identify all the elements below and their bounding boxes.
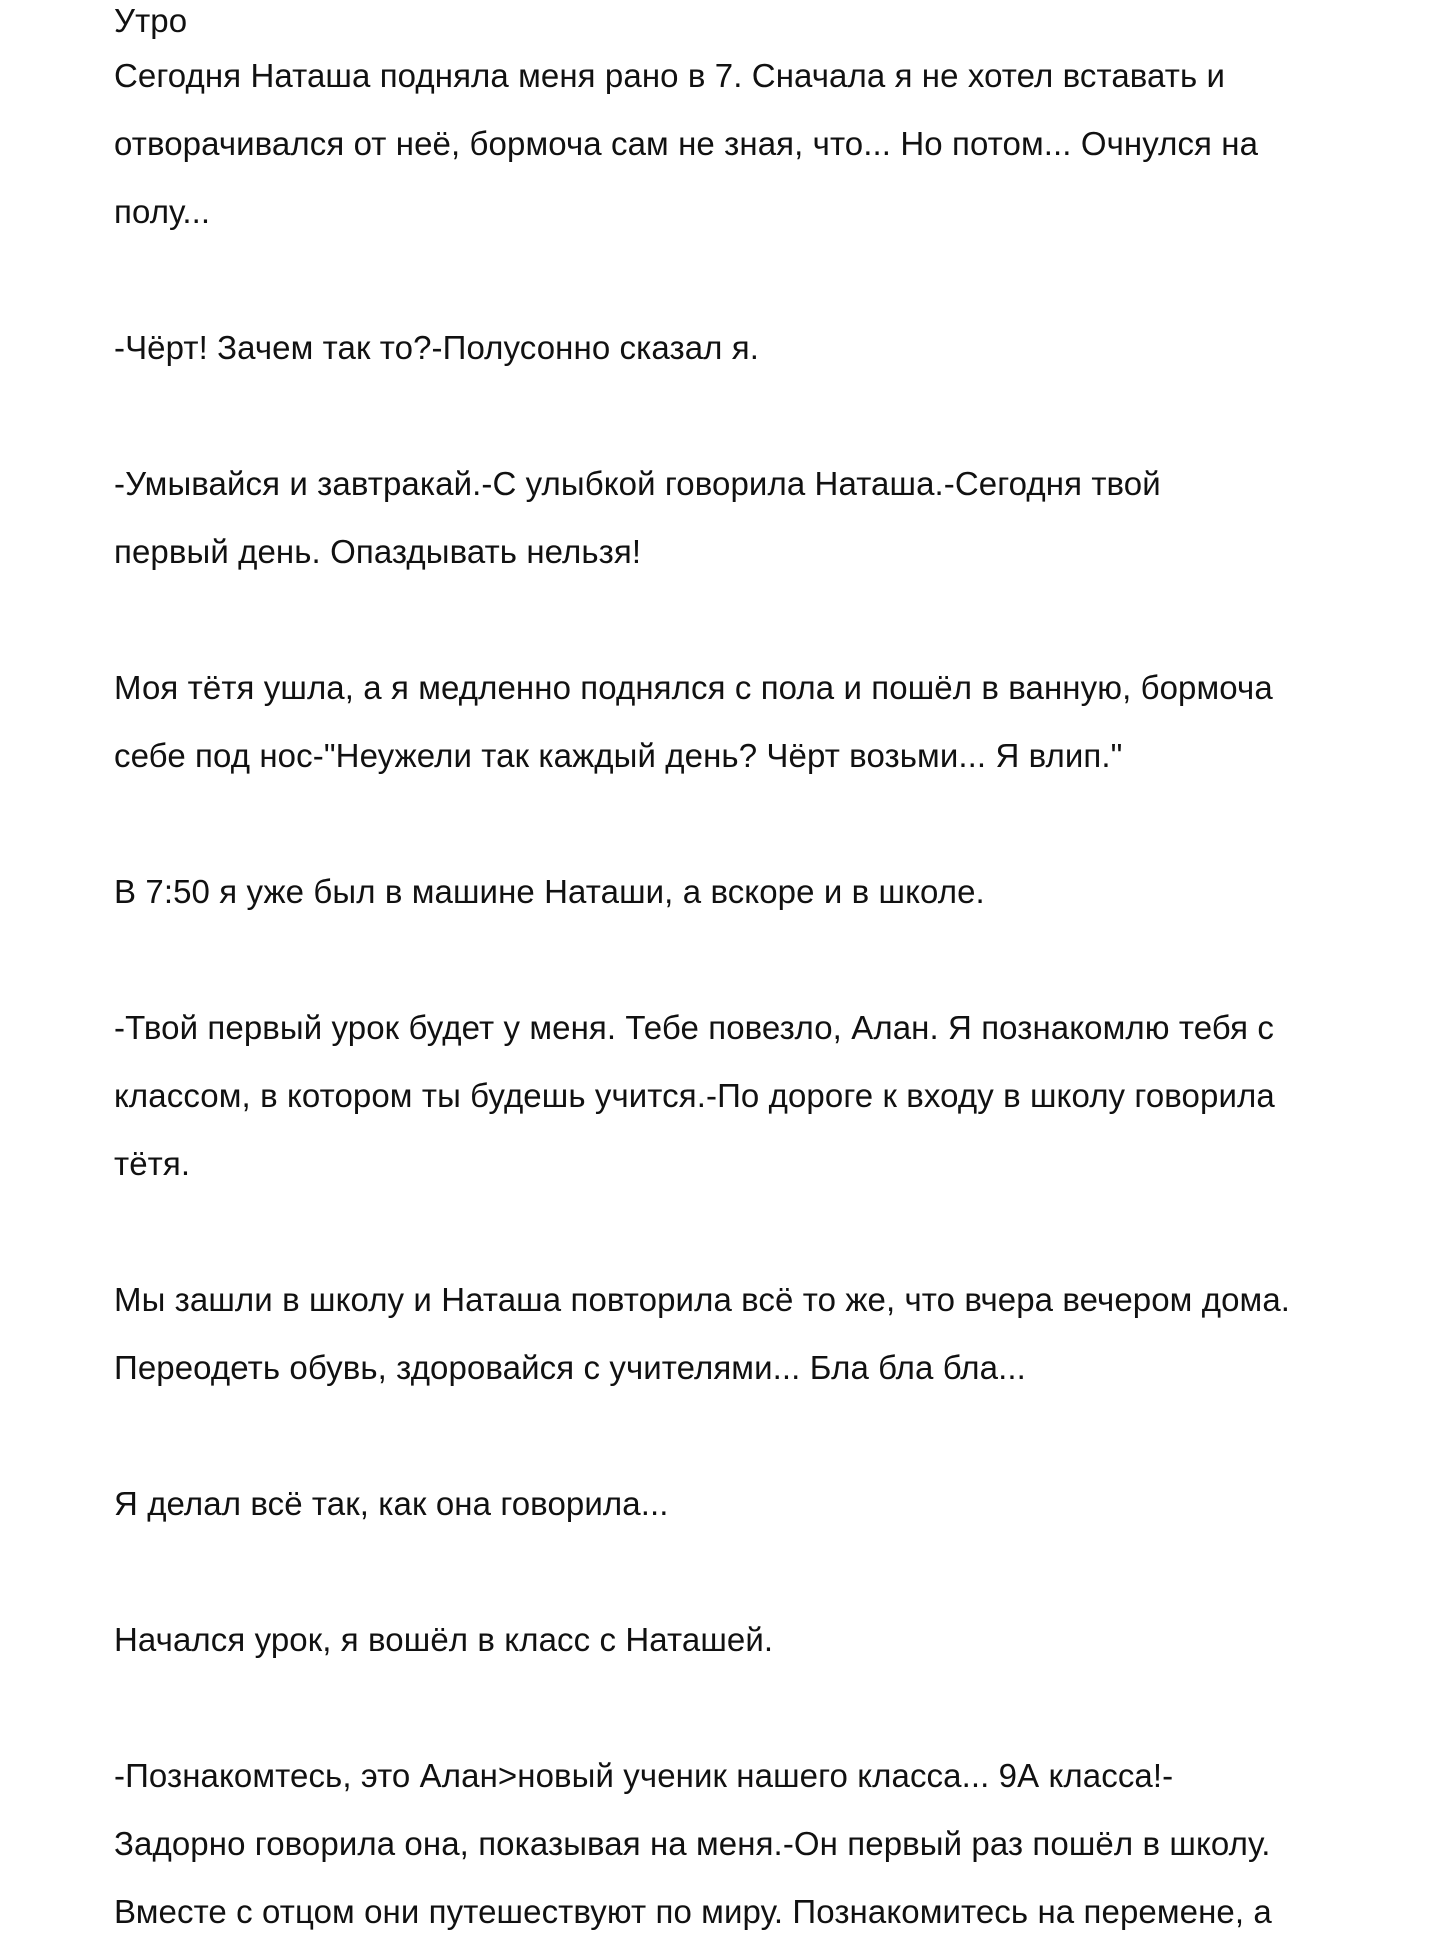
paragraph-line: Мы зашли в школу и Наташа повторила всё то же, что вчера вечером дома.	[114, 1281, 1291, 1318]
paragraph	[114, 994, 1354, 1198]
paragraph	[114, 1470, 1354, 1538]
paragraph	[114, 1742, 1354, 1946]
paragraph-line: себе под нос-"Неужели так каждый день? Чёрт возьми... Я влип."	[114, 737, 1123, 774]
paragraph-line: -Умывайся и завтракай.-С улыбкой говорила Наташа.-Сегодня твой	[114, 465, 1161, 502]
paragraph	[114, 1606, 1354, 1674]
paragraph-line: Вместе с отцом они путешествуют по миру. Познакомитесь на перемене, а	[114, 1893, 1272, 1930]
paragraph-line: классом, в котором ты будешь учится.-По дороге к входу в школу говорила	[114, 1077, 1275, 1114]
paragraph-line: Начался урок, я вошёл в класс с Наташей.	[114, 1621, 774, 1658]
paragraph-line: Сегодня Наташа подняла меня рано в 7. Сначала я не хотел вставать и	[114, 57, 1226, 94]
paragraph-line: Моя тётя ушла, а я медленно поднялся с пола и пошёл в ванную, бормоча	[114, 669, 1273, 706]
paragraph-spacer	[114, 1674, 1354, 1742]
paragraph-line: Задорно говорила она, показывая на меня.-Он первый раз пошёл в школу.	[114, 1825, 1271, 1862]
paragraph-spacer	[114, 586, 1354, 654]
paragraph-line: -Познакомтесь, это Алан>новый ученик нашего класса... 9А класса!-	[114, 1757, 1174, 1794]
document-page	[114, 0, 1354, 1946]
paragraph-line: В 7:50 я уже был в машине Наташи, а вскоре и в школе.	[114, 873, 985, 910]
paragraph-spacer	[114, 1198, 1354, 1266]
paragraph-spacer	[114, 1538, 1354, 1606]
paragraph	[114, 450, 1354, 586]
document-title: Утро	[114, 2, 188, 39]
paragraph-line: -Твой первый урок будет у меня. Тебе повезло, Алан. Я познакомлю тебя с	[114, 1009, 1274, 1046]
paragraph-line: отворачивался от неё, бормоча сам не зная, что... Но потом... Очнулся на	[114, 125, 1259, 162]
paragraph-spacer	[114, 1402, 1354, 1470]
paragraph-line: тётя.	[114, 1145, 191, 1182]
paragraph-line: полу...	[114, 193, 211, 230]
paragraph-line: -Чёрт! Зачем так то?-Полусонно сказал я.	[114, 329, 760, 366]
paragraph-spacer	[114, 790, 1354, 858]
paragraph	[114, 42, 1354, 246]
paragraph-spacer	[114, 382, 1354, 450]
paragraph-line: Я делал всё так, как она говорила...	[114, 1485, 669, 1522]
paragraph	[114, 1266, 1354, 1402]
paragraph	[114, 858, 1354, 926]
paragraph-spacer	[114, 926, 1354, 994]
paragraph	[114, 654, 1354, 790]
paragraph-line: первый день. Опаздывать нельзя!	[114, 533, 642, 570]
paragraph	[114, 314, 1354, 382]
paragraph-spacer	[114, 246, 1354, 314]
paragraph-line: Переодеть обувь, здоровайся с учителями... Бла бла бла...	[114, 1349, 1026, 1386]
